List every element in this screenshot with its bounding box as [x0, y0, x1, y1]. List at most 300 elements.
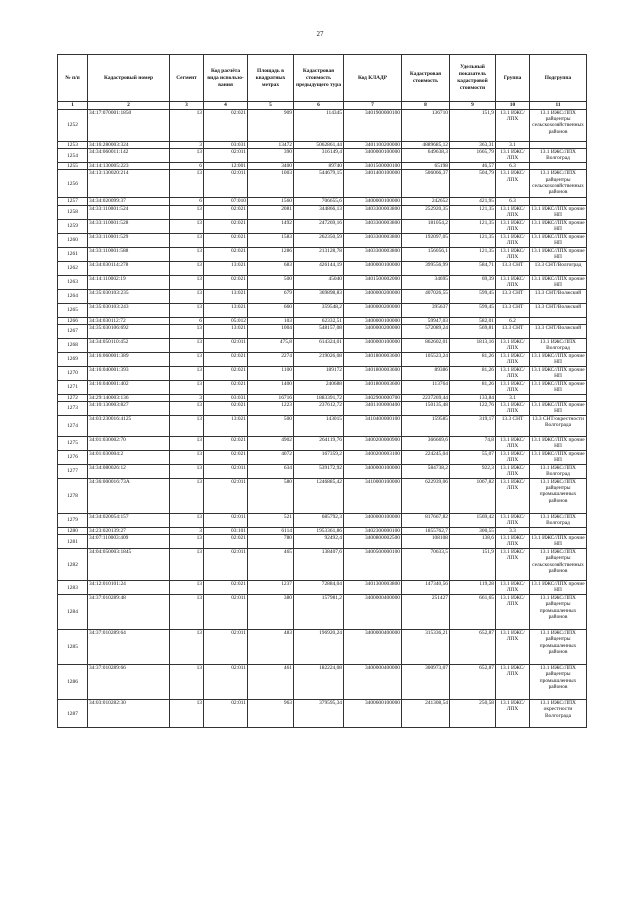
segment-cell: 6 [170, 317, 204, 324]
specific-cost-cell: 1569,42 [450, 514, 496, 528]
cadastral-number-cell: 34:16:040001:402 [88, 380, 170, 394]
previous-cost-cell: 247269,16 [294, 219, 344, 233]
row-number-cell: 1268 [58, 338, 88, 352]
specific-cost-cell: 121,35 [450, 205, 496, 219]
subgroup-cell: 13.1 ИЖС/ЛПХ Волгоград [530, 149, 587, 163]
cadastral-cost-cell: 817667,82 [402, 514, 450, 528]
group-cell: 13.1 ИЖС/ЛПХ [496, 170, 530, 198]
usage-code-cell: 02:021 [204, 352, 248, 366]
area-cell: 103 [248, 317, 294, 324]
column-number: 7 [344, 102, 402, 110]
row-number-cell: 1277 [58, 465, 88, 479]
specific-cost-cell: 151,9 [450, 110, 496, 142]
cadastral-number-cell: 34:36:000016:73А [88, 479, 170, 514]
area-cell: 6114 [248, 528, 294, 535]
kladr-code-cell: 3400200000900 [344, 437, 402, 451]
previous-cost-cell: 157981,2 [294, 595, 344, 630]
kladr-code-cell: 3400000100000 [344, 514, 402, 528]
group-cell: 13.3 СНТ [496, 289, 530, 303]
kladr-code-cell: 3402300000100 [344, 528, 402, 535]
subgroup-cell: 13.1 ИЖС/ЛПХ Волгоград [530, 338, 587, 352]
usage-code-cell: 02:021 [204, 535, 248, 549]
cadastral-number-cell: 34:16:040001:393 [88, 366, 170, 380]
specific-cost-cell: 569,81 [450, 324, 496, 338]
cadastral-cost-cell: 366669,6 [402, 437, 450, 451]
usage-code-cell: 02:021 [204, 275, 248, 289]
cadastral-cost-cell: 407026,55 [402, 289, 450, 303]
column-number: 4 [204, 102, 248, 110]
usage-code-cell: 02:011 [204, 338, 248, 352]
subgroup-cell: 13.1 ИЖС/ЛПХ прочие НП [531, 437, 585, 450]
group-cell: 13.1 ИЖС/ЛПХ [496, 247, 530, 261]
specific-cost-cell: 46,57 [450, 163, 496, 170]
segment-cell: 13 [170, 247, 204, 261]
cadastral-number-cell: 34:10:130003:827 [88, 402, 170, 416]
group-cell: 6.2 [496, 317, 530, 324]
segment-cell: 13 [170, 352, 204, 366]
row-number-cell: 1283 [58, 581, 88, 595]
subgroup-cell: 13.1 ИЖС/ЛПХ прочие НП [531, 402, 585, 415]
previous-cost-cell: 213128,78 [294, 247, 344, 261]
segment-cell: 3 [170, 142, 204, 149]
usage-code-cell: 03:031 [204, 394, 248, 401]
subgroup-cell: 13.1 ИЖС/ЛПХ прочие НП [531, 366, 585, 380]
area-cell: 1560 [248, 198, 294, 205]
header-cell: Группа [496, 55, 530, 102]
subgroup-cell: 13.1 ИЖС/ЛПХ райцентры сельскохозяйственных районов [530, 170, 587, 198]
group-cell: 13.1 ИЖС/ЛПХ [496, 205, 530, 219]
cadastral-number-cell: 34:33:110001:529 [88, 233, 170, 247]
kladr-code-cell: 3401400100000 [344, 170, 402, 198]
group-cell: 13.1 ИЖС/ЛПХ [496, 665, 530, 700]
row-number-cell: 1284 [58, 595, 88, 630]
previous-cost-cell: 359548,2 [294, 303, 344, 317]
subgroup-cell [530, 528, 587, 535]
group-cell: 13.1 ИЖС/ЛПХ [496, 338, 530, 352]
area-cell: 500 [248, 275, 294, 289]
segment-cell: 3 [170, 394, 204, 401]
previous-cost-cell: 706655,6 [294, 198, 344, 205]
cadastral-cost-cell: 89386 [402, 366, 450, 380]
table-row [58, 700, 587, 728]
previous-cost-cell: 369898,83 [294, 289, 344, 303]
usage-code-cell: 13:021 [204, 324, 248, 338]
previous-cost-cell: 89740 [294, 163, 344, 170]
specific-cost-cell: 250,58 [450, 700, 496, 728]
segment-cell: 13 [170, 630, 204, 665]
kladr-code-cell: 3400000400000 [344, 630, 402, 665]
row-number-cell: 1282 [58, 549, 88, 581]
column-number-row [58, 102, 587, 110]
usage-code-cell: 02:011 [204, 595, 248, 630]
row-number-cell: 1286 [58, 665, 88, 700]
usage-code-cell: 02:021 [204, 437, 248, 451]
specific-cost-cell: 151,9 [450, 549, 496, 581]
subgroup-cell: 13.1 ИЖС/ЛПХ прочие НП [531, 219, 585, 232]
specific-cost-cell: 74,8 [450, 437, 496, 451]
kladr-code-cell: 3410400000100 [344, 416, 402, 437]
area-cell: 4902 [248, 437, 294, 451]
column-number: 3 [170, 102, 204, 110]
cadastral-cost-cell: 192097,05 [402, 233, 450, 247]
segment-cell: 13 [170, 402, 204, 416]
subgroup-cell [530, 198, 587, 205]
cadastral-number-cell: 34:01:030002:70 [88, 437, 170, 451]
table-row [58, 247, 587, 261]
usage-code-cell: 13:021 [204, 303, 248, 317]
specific-cost-cell: 504,79 [450, 170, 496, 198]
segment-cell: 13 [170, 338, 204, 352]
specific-cost-cell: 652,87 [450, 630, 496, 665]
usage-code-cell: 13:021 [204, 261, 248, 275]
group-cell: 13.1 ИЖС/ЛПХ [496, 451, 530, 465]
previous-cost-cell: 62332,51 [294, 317, 344, 324]
table-row [58, 394, 587, 401]
subgroup-cell: 13.1 ИЖС/ЛПХ райцентры промышленных районов [530, 665, 587, 700]
column-number: 11 [530, 102, 587, 110]
segment-cell: 13 [170, 149, 204, 163]
group-cell: 13.3 СНТ [496, 261, 530, 275]
segment-cell: 3 [170, 528, 204, 535]
specific-cost-cell: 582,01 [450, 317, 496, 324]
table-row [58, 275, 587, 289]
area-cell: 679 [248, 289, 294, 303]
cadastral-cost-cell: 105523,24 [402, 352, 450, 366]
row-number-cell: 1265 [58, 303, 88, 317]
cadastral-number-cell: 34:33:110001:528 [88, 219, 170, 233]
row-number-cell: 1263 [58, 275, 88, 289]
area-cell: 4072 [248, 451, 294, 465]
kladr-code-cell: 3400000100000 [344, 338, 402, 352]
kladr-code-cell: 3401500000100 [344, 163, 402, 170]
group-cell: 13.1 ИЖС/ЛПХ [496, 479, 530, 514]
cadastral-number-cell: 34:16:060001:389 [88, 352, 170, 366]
table-row [58, 535, 587, 549]
cadastral-number-cell: 34:23:020139:27 [88, 528, 170, 535]
usage-code-cell: 02:021 [204, 581, 248, 595]
area-cell: 2081 [248, 205, 294, 219]
cadastral-number-cell: 34:34:080026:12 [88, 465, 170, 479]
table-row [58, 233, 587, 247]
subgroup-cell: 13.1 ИЖС/ЛПХ райцентры промышленных районов [530, 630, 587, 665]
cadastral-cost-cell: 136710 [402, 110, 450, 142]
kladr-code-cell: 3401300003800 [344, 581, 402, 595]
segment-cell: 13 [170, 261, 204, 275]
kladr-code-cell: 3403300003800 [344, 219, 402, 233]
cadastral-number-cell: 34:14:130005:223 [88, 163, 170, 170]
area-cell: 390 [248, 149, 294, 163]
row-number-cell: 1255 [58, 163, 88, 170]
cadastral-number-cell: 34:37:010289:64 [88, 630, 170, 665]
row-number-cell: 1269 [58, 352, 88, 366]
subgroup-cell: 13.1 ИЖС/ЛПХ райцентры сельскохозяйственных районов [530, 110, 587, 142]
specific-cost-cell: 300,55 [450, 528, 496, 535]
cadastral-number-cell: 34:37:010289:48 [88, 595, 170, 630]
row-number-cell: 1272 [58, 394, 88, 401]
segment-cell: 13 [170, 665, 204, 700]
kladr-code-cell: 3402900000700 [344, 394, 402, 401]
cadastral-number-cell: 34:34:050110:452 [88, 338, 170, 352]
segment-cell: 13 [170, 479, 204, 514]
table-row [58, 416, 587, 437]
area-cell: 963 [248, 700, 294, 728]
previous-cost-cell: 237612,72 [294, 402, 344, 416]
header-cell: Кадастровая стоимость предыдущего тура [294, 55, 344, 102]
cadastral-cost-cell: 622939,06 [402, 479, 450, 514]
subgroup-cell: 13.3 СНТ/окрестности Волгограда [530, 416, 587, 437]
cadastral-cost-cell: 159585 [402, 416, 450, 437]
row-number-cell: 1280 [58, 528, 88, 535]
previous-cost-cell: 189172 [294, 366, 344, 380]
table-row [58, 528, 587, 535]
subgroup-cell: 13.1 ИЖС/ЛПХ райцентры промышленных районов [530, 595, 587, 630]
previous-cost-cell: 379595,34 [294, 700, 344, 728]
table-row [58, 170, 587, 198]
kladr-code-cell: 3400000200000 [344, 324, 402, 338]
segment-cell: 13 [170, 219, 204, 233]
previous-cost-cell: 426144,19 [294, 261, 344, 275]
subgroup-cell [530, 163, 587, 170]
segment-cell: 13 [170, 303, 204, 317]
cadastral-cost-cell: 862602,01 [402, 338, 450, 352]
group-cell: 13.1 ИЖС/ЛПХ [496, 110, 530, 142]
group-cell: 13.1 ИЖС/ЛПХ [496, 402, 530, 416]
previous-cost-cell: 240688 [294, 380, 344, 394]
kladr-code-cell: 3401800003600 [344, 380, 402, 394]
usage-code-cell: 02:021 [204, 110, 248, 142]
usage-code-cell: 02:011 [204, 479, 248, 514]
segment-cell: 6 [170, 198, 204, 205]
subgroup-cell: 13.1 ИЖС/ЛПХ Волгоград [530, 465, 587, 479]
specific-cost-cell: 138,6 [450, 535, 496, 549]
segment-cell: 13 [170, 324, 204, 338]
row-number-cell: 1276 [58, 451, 88, 465]
kladr-code-cell: 3403300003800 [344, 247, 402, 261]
previous-cost-cell: 114345 [294, 110, 344, 142]
table-row [58, 451, 587, 465]
previous-cost-cell: 614324,01 [294, 338, 344, 352]
table-row [58, 665, 587, 700]
row-number-cell: 1281 [58, 535, 88, 549]
row-number-cell: 1279 [58, 514, 88, 528]
previous-cost-cell: 264119,76 [294, 437, 344, 451]
cadastral-cost-cell: 2237269,44 [402, 394, 450, 401]
usage-code-cell: 02:021 [204, 380, 248, 394]
table-row [58, 479, 587, 514]
previous-cost-cell: 1883391,72 [294, 394, 344, 401]
previous-cost-cell: 196920,24 [294, 630, 344, 665]
previous-cost-cell: 45040 [294, 275, 344, 289]
row-number-cell: 1270 [58, 366, 88, 380]
row-number-cell: 1256 [58, 170, 88, 198]
segment-cell: 13 [170, 416, 204, 437]
area-cell: 2274 [248, 352, 294, 366]
kladr-code-cell: 3410000100000 [344, 479, 402, 514]
group-cell: 13.1 ИЖС/ЛПХ [496, 514, 530, 528]
previous-cost-cell: 5062861,44 [294, 142, 344, 149]
previous-cost-cell: 344866,13 [294, 205, 344, 219]
cadastral-cost-cell: 70633,5 [402, 549, 450, 581]
column-number: 2 [88, 102, 170, 110]
segment-cell: 13 [170, 289, 204, 303]
table-row [58, 205, 587, 219]
specific-cost-cell: 81,26 [450, 380, 496, 394]
specific-cost-cell: 1067,82 [450, 479, 496, 514]
usage-code-cell: 02:011 [204, 514, 248, 528]
subgroup-cell: 13.1 ИЖС/ЛПХ прочие НП [531, 275, 585, 288]
header-cell: Кадастровый номер [88, 55, 170, 102]
subgroup-cell: 13.1 ИЖС/ЛПХ прочие НП [531, 205, 585, 218]
cadastral-cost-cell: 649638,3 [402, 149, 450, 163]
subgroup-cell: 13.1 ИЖС/ЛПХ прочие НП [531, 380, 585, 394]
cadastral-number-cell: 34:03:010282:30 [88, 700, 170, 728]
table-row [58, 163, 587, 170]
usage-code-cell: 02:021 [204, 205, 248, 219]
cadastral-cost-cell: 59947,03 [402, 317, 450, 324]
area-cell: 660 [248, 303, 294, 317]
group-cell: 13.1 ИЖС/ЛПХ [496, 275, 530, 289]
row-number-cell: 1287 [58, 700, 88, 728]
table-row [58, 595, 587, 630]
segment-cell: 13 [170, 549, 204, 581]
specific-cost-cell: 922,3 [450, 465, 496, 479]
subgroup-cell: 13.1 ИЖС/ЛПХ прочие НП [531, 233, 585, 246]
row-number-cell: 1264 [58, 289, 88, 303]
table-row [58, 324, 587, 338]
column-number: 8 [402, 102, 450, 110]
group-cell: 13.1 ИЖС/ЛПХ [496, 535, 530, 549]
specific-cost-cell: 1665,79 [450, 149, 496, 163]
table-row [58, 581, 587, 595]
previous-cost-cell: 262350,59 [294, 233, 344, 247]
row-number-cell: 1266 [58, 317, 88, 324]
column-number: 9 [450, 102, 496, 110]
specific-cost-cell: 121,35 [450, 219, 496, 233]
usage-code-cell: 02:021 [204, 366, 248, 380]
segment-cell: 13 [170, 170, 204, 198]
usage-code-cell: 02:021 [204, 451, 248, 465]
previous-cost-cell: 72884,04 [294, 581, 344, 595]
cadastral-number-cell: 34:33:110001:588 [88, 247, 170, 261]
specific-cost-cell: 122,76 [450, 402, 496, 416]
area-cell: 634 [248, 465, 294, 479]
subgroup-cell: 13.3 СНТ/Волжский [530, 303, 587, 317]
group-cell: 13.1 ИЖС/ЛПХ [496, 352, 530, 366]
usage-code-cell: 02:021 [204, 233, 248, 247]
cadastral-number-cell: 34:12:010101:24 [88, 581, 170, 595]
previous-cost-cell: 138407,6 [294, 549, 344, 581]
group-cell: 13.1 ИЖС/ЛПХ [496, 465, 530, 479]
usage-code-cell: 02:021 [204, 402, 248, 416]
cadastral-cost-cell: 315336,21 [402, 630, 450, 665]
area-cell: 500 [248, 416, 294, 437]
usage-code-cell: 02:011 [204, 549, 248, 581]
cadastral-number-cell: 34:37:010289:66 [88, 665, 170, 700]
segment-cell: 13 [170, 366, 204, 380]
cadastral-cost-cell: 251427 [402, 595, 450, 630]
area-cell: 380 [248, 595, 294, 630]
usage-code-cell: 03:031 [204, 142, 248, 149]
area-cell: 3400 [248, 163, 294, 170]
column-number: 1 [58, 102, 88, 110]
cadastral-number-cell: 34:34:060011:142 [88, 149, 170, 163]
area-cell: 521 [248, 514, 294, 528]
segment-cell: 13 [170, 535, 204, 549]
kladr-code-cell: 3403300003800 [344, 233, 402, 247]
segment-cell: 13 [170, 595, 204, 630]
cadastral-cost-cell: 584738,2 [402, 465, 450, 479]
usage-code-cell: 02:011 [204, 149, 248, 163]
kladr-code-cell: 3401100000400 [344, 402, 402, 416]
cadastral-number-cell: 34:34:030114:278 [88, 261, 170, 275]
table-row [58, 402, 587, 416]
header-cell: Код КЛАДР [344, 55, 402, 102]
table-row [58, 142, 587, 149]
kladr-code-cell: 3400200003100 [344, 451, 402, 465]
cadastral-cost-cell: 113764 [402, 380, 450, 394]
cadastral-number-cell: 34:04:050003:1845 [88, 549, 170, 581]
cadastral-cost-cell: 224245,04 [402, 451, 450, 465]
cadastral-cost-cell: 1855762,7 [402, 528, 450, 535]
area-cell: 13472 [248, 142, 294, 149]
kladr-code-cell: 3400000100000 [344, 149, 402, 163]
cadastral-cost-cell: 150135,48 [402, 402, 450, 416]
segment-cell: 13 [170, 437, 204, 451]
kladr-code-cell: 3401800003600 [344, 366, 402, 380]
area-cell: 16716 [248, 394, 294, 401]
group-cell: 13.3 СНТ [496, 303, 530, 317]
header-row [58, 55, 587, 102]
cadastral-cost-cell: 572089,24 [402, 324, 450, 338]
subgroup-cell: 13.1 ИЖС/ЛПХ райцентры промышленных районов [530, 479, 587, 514]
subgroup-cell: 13.1 ИЖС/ЛПХ прочие НП [531, 581, 585, 594]
row-number-cell: 1258 [58, 205, 88, 219]
kladr-code-cell: 3400000100000 [344, 465, 402, 479]
area-cell: 465 [248, 549, 294, 581]
row-number-cell: 1285 [58, 630, 88, 665]
group-cell: 13.1 ИЖС/ЛПХ [496, 366, 530, 380]
group-cell: 13.1 ИЖС/ЛПХ [496, 380, 530, 394]
row-number-cell: 1271 [58, 380, 88, 394]
cadastral-number-cell: 34:14:110002:19 [88, 275, 170, 289]
cadastral-number-cell: 34:01:030004:2 [88, 451, 170, 465]
header-cell: Площадь в квадратных метрах [248, 55, 294, 102]
table-row [58, 303, 587, 317]
header-cell: Подгруппа [530, 55, 587, 102]
row-number-cell: 1254 [58, 149, 88, 163]
kladr-code-cell: 3401100200000 [344, 142, 402, 149]
group-cell: 3.1 [496, 394, 530, 401]
previous-cost-cell: 685792,3 [294, 514, 344, 528]
previous-cost-cell: 316149,4 [294, 149, 344, 163]
cadastral-cost-cell: 34695 [402, 275, 450, 289]
group-cell: 13.1 ИЖС/ЛПХ [496, 219, 530, 233]
segment-cell: 6 [170, 163, 204, 170]
table-row [58, 366, 587, 380]
table-row [58, 198, 587, 205]
usage-code-cell: 12:001 [204, 163, 248, 170]
usage-code-cell: 07:010 [204, 198, 248, 205]
specific-cost-cell: 81,26 [450, 366, 496, 380]
row-number-cell: 1253 [58, 142, 88, 149]
specific-cost-cell: 1813,16 [450, 338, 496, 352]
cadastral-cost-cell: 252920,35 [402, 205, 450, 219]
kladr-code-cell: 3400000400000 [344, 595, 402, 630]
area-cell: 1003 [248, 170, 294, 198]
row-number-cell: 1257 [58, 198, 88, 205]
subgroup-cell: 13.3 СНТ/Волжский [530, 324, 587, 338]
usage-code-cell: 13:021 [204, 416, 248, 437]
